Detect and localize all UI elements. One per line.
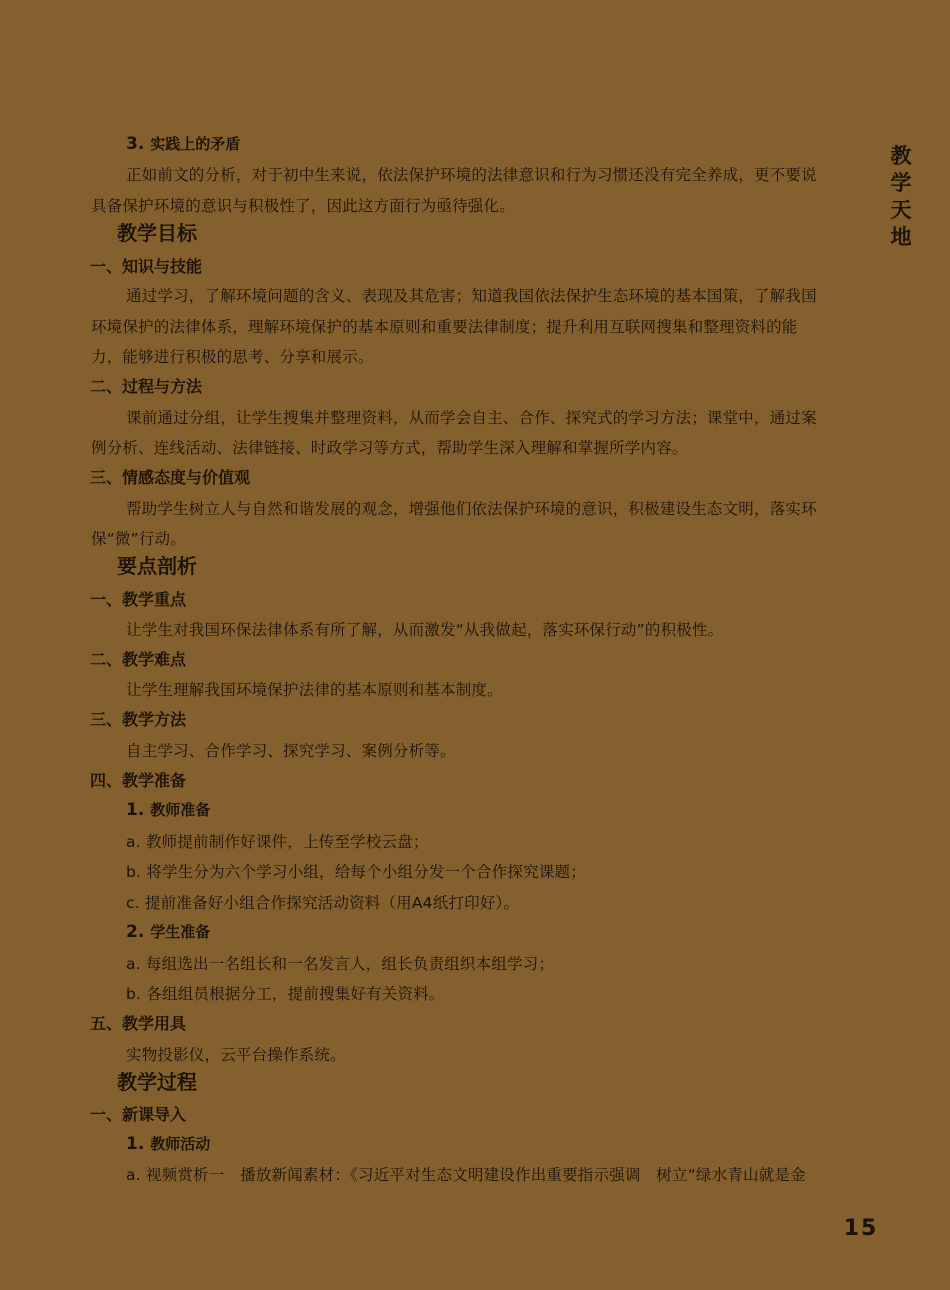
paragraph-line: 帮助学生树立人与自然和谐发展的观念，增强他们依法保护环境的意识，积极建设生态文明，落实环 bbox=[126, 500, 817, 518]
item-label: 教师活动 bbox=[150, 1135, 211, 1153]
numbered-heading bbox=[126, 799, 210, 820]
paragraph-line: b. 将学生分为六个学习小组，给每个小组分发一个合作探究课题； bbox=[126, 863, 586, 881]
numbered-heading bbox=[126, 133, 240, 154]
section-column-title bbox=[884, 142, 918, 250]
item-label: 教师准备 bbox=[150, 801, 211, 819]
side-title-char: 教 bbox=[890, 143, 912, 168]
section-heading: 要点剖析 bbox=[117, 554, 197, 578]
numbered-heading bbox=[126, 1133, 210, 1154]
subsection-heading: 四、教学准备 bbox=[90, 771, 187, 790]
side-title-char: 天 bbox=[890, 197, 912, 222]
paragraph-line: 让学生理解我国环境保护法律的基本原则和基本制度。 bbox=[126, 681, 503, 699]
page-number: 15 bbox=[843, 1216, 879, 1241]
item-label: 实践上的矛盾 bbox=[150, 135, 241, 153]
item-number: 2. bbox=[126, 922, 145, 942]
subsection-heading: 三、教学方法 bbox=[90, 710, 187, 729]
paragraph-line: 通过学习，了解环境问题的含义、表现及其危害；知道我国依法保护生态环境的基本国策，了解我国 bbox=[126, 287, 817, 305]
paragraph-line: 让学生对我国环保法律体系有所了解，从而激发“从我做起，落实环保行动”的积极性。 bbox=[126, 621, 724, 639]
paragraph-line: 具备保护环境的意识与积极性了，因此这方面行为亟待强化。 bbox=[91, 197, 515, 215]
section-heading: 教学目标 bbox=[117, 221, 197, 245]
subsection-heading: 一、知识与技能 bbox=[90, 257, 203, 276]
item-number: 1. bbox=[126, 1134, 145, 1154]
subsection-heading: 二、过程与方法 bbox=[90, 377, 203, 396]
paragraph-line: a. 每组选出一名组长和一名发言人，组长负责组织本组学习； bbox=[126, 955, 555, 973]
paragraph-line: 正如前文的分析，对于初中生来说，依法保护环境的法律意识和行为习惯还没有完全养成，更不要说 bbox=[126, 166, 817, 184]
paragraph-line: b. 各组组员根据分工，提前搜集好有关资料。 bbox=[126, 985, 445, 1003]
section-heading: 教学过程 bbox=[117, 1070, 197, 1094]
item-number: 3. bbox=[126, 134, 145, 154]
paragraph-line: 力，能够进行积极的思考、分享和展示。 bbox=[91, 348, 374, 366]
subsection-heading: 一、新课导入 bbox=[90, 1105, 187, 1124]
paragraph-line: a. 教师提前制作好课件，上传至学校云盘； bbox=[126, 833, 429, 851]
paragraph-line: 例分析、连线活动、法律链接、时政学习等方式，帮助学生深入理解和掌握所学内容。 bbox=[91, 439, 688, 457]
paragraph-line: 实物投影仪，云平台操作系统。 bbox=[126, 1046, 346, 1064]
paragraph-line: 环境保护的法律体系，理解环境保护的基本原则和重要法律制度；提升利用互联网搜集和整理资料的能 bbox=[91, 318, 798, 336]
subsection-heading: 一、教学重点 bbox=[90, 590, 187, 609]
subsection-heading: 三、情感态度与价值观 bbox=[90, 468, 251, 487]
numbered-heading bbox=[126, 921, 210, 942]
paragraph-line: c. 提前准备好小组合作探究活动资料（用A4纸打印好）。 bbox=[126, 894, 520, 912]
paragraph-line: 课前通过分组，让学生搜集并整理资料，从而学会自主、合作、探究式的学习方法；课堂中，通过案 bbox=[126, 409, 817, 427]
paragraph-line: 自主学习、合作学习、探究学习、案例分析等。 bbox=[126, 742, 456, 760]
paragraph-line: a. 视频赏析一 播放新闻素材：《习近平对生态文明建设作出重要指示强调 树立“绿水青山就是金 bbox=[126, 1166, 806, 1184]
item-number: 1. bbox=[126, 800, 145, 820]
side-title-char: 学 bbox=[890, 170, 912, 195]
side-title-char: 地 bbox=[890, 224, 912, 249]
subsection-heading: 五、教学用具 bbox=[90, 1014, 187, 1033]
paragraph-line: 保“微”行动。 bbox=[91, 530, 186, 548]
item-label: 学生准备 bbox=[150, 923, 211, 941]
subsection-heading: 二、教学难点 bbox=[90, 650, 187, 669]
